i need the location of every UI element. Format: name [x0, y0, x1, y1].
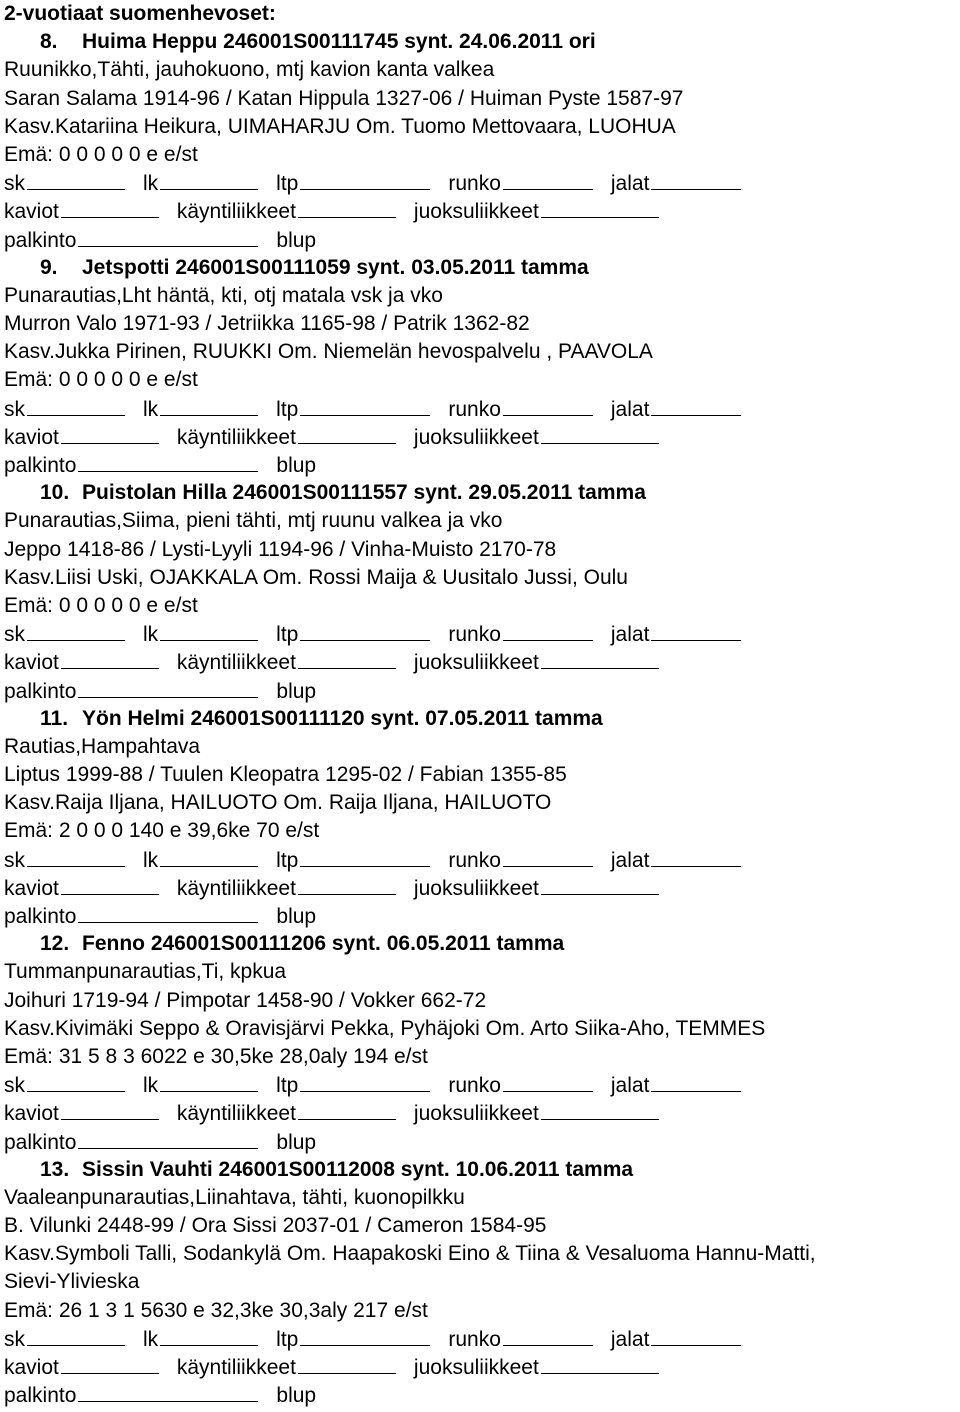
form-label-sk: sk	[4, 1327, 25, 1351]
form-label-jalat: jalat	[610, 397, 650, 421]
form-label-ltp: ltp	[276, 397, 299, 421]
horse-info-line: Emä: 31 5 8 3 6022 e 30,5ke 28,0aly 194 e/st	[4, 1044, 428, 1068]
form-blank-palkinto[interactable]	[78, 677, 258, 698]
horse-info-line: Saran Salama 1914-96 / Katan Hippula 1327-06 / Huiman Pyste 1587-97	[4, 86, 684, 110]
form-label-kayntiliikkeet: käyntiliikkeet	[176, 425, 296, 449]
horse-info-line: Kasv.Raija Iljana, HAILUOTO Om. Raija Iljana, HAILUOTO	[4, 791, 552, 815]
score-row-body	[4, 846, 960, 874]
form-blank-palkinto[interactable]	[78, 902, 258, 923]
form-blank-lk[interactable]	[160, 395, 258, 416]
form-blank-juoksuliikkeet[interactable]	[541, 648, 659, 669]
form-blank-kayntiliikkeet[interactable]	[298, 648, 396, 669]
horse-info-line: Kasv.Symboli Talli, Sodankylä Om. Haapakoski Eino & Tiina & Vesaluoma Hannu-Matti,	[4, 1242, 816, 1266]
horse-info-line: Joihuri 1719-94 / Pimpotar 1458-90 / Vokker 662-72	[4, 988, 487, 1012]
horse-heading	[4, 1156, 960, 1184]
form-label-palkinto: palkinto	[4, 454, 77, 477]
horse-info-line: Punarautias,Lht häntä, kti, otj matala vsk ja vko	[4, 283, 443, 307]
score-row-result	[4, 677, 960, 705]
form-label-jalat: jalat	[610, 1327, 650, 1351]
form-blank-juoksuliikkeet[interactable]	[541, 423, 659, 444]
form-blank-palkinto[interactable]	[78, 226, 258, 247]
form-blank-runko[interactable]	[503, 395, 593, 416]
horse-info-line: Emä: 0 0 0 0 0 e e/st	[4, 368, 198, 392]
score-row-movement	[4, 197, 960, 225]
form-label-kaviot: kaviot	[4, 651, 59, 675]
horse-info-line: Emä: 2 0 0 0 140 e 39,6ke 70 e/st	[4, 819, 320, 843]
horse-number: 11.	[40, 706, 69, 730]
score-row-movement	[4, 1353, 960, 1381]
form-blank-kaviot[interactable]	[61, 197, 159, 218]
form-label-runko: runko	[448, 848, 501, 872]
form-label-palkinto: palkinto	[4, 1384, 77, 1408]
form-label-lk: lk	[143, 397, 159, 421]
horse-number: 13.	[40, 1157, 70, 1181]
form-label-juoksuliikkeet: juoksuliikkeet	[413, 425, 539, 449]
form-blank-kayntiliikkeet[interactable]	[298, 1353, 396, 1374]
form-label-sk: sk	[4, 623, 25, 647]
horse-heading	[4, 28, 960, 56]
form-blank-kaviot[interactable]	[61, 874, 159, 895]
section-title: 2-vuotiaat suomenhevoset:	[4, 2, 276, 25]
form-blank-runko[interactable]	[503, 169, 593, 190]
horse-title: Puistolan Hilla 246001S00111557 synt. 29.05.2011 tamma	[82, 481, 646, 505]
horse-info-line: Rautias,Hampahtava	[4, 734, 201, 758]
horse-heading	[4, 479, 960, 507]
form-label-runko: runko	[448, 1074, 501, 1098]
form-label-juoksuliikkeet: juoksuliikkeet	[413, 1356, 539, 1379]
form-blank-kayntiliikkeet[interactable]	[298, 197, 396, 218]
score-row-body	[4, 620, 960, 648]
horse-entry	[4, 28, 960, 254]
horse-heading	[4, 705, 960, 733]
form-label-blup: blup	[276, 454, 317, 477]
form-blank-kaviot[interactable]	[61, 1099, 159, 1120]
form-blank-lk[interactable]	[160, 846, 258, 867]
score-row-result	[4, 226, 960, 254]
score-row-movement	[4, 874, 960, 902]
score-row-body	[4, 1071, 960, 1099]
horse-info-line: Jeppo 1418-86 / Lysti-Lyyli 1194-96 / Vinha-Muisto 2170-78	[4, 537, 557, 561]
form-blank-kayntiliikkeet[interactable]	[298, 423, 396, 444]
horse-info-line: Tummanpunarautias,Ti, kpkua	[4, 960, 287, 984]
form-blank-ltp[interactable]	[300, 846, 430, 867]
horse-list	[4, 28, 960, 1409]
form-blank-runko[interactable]	[503, 1325, 593, 1346]
form-blank-runko[interactable]	[503, 846, 593, 867]
form-label-sk: sk	[4, 1074, 25, 1098]
form-blank-sk[interactable]	[27, 846, 125, 867]
horse-info-line: Kasv.Kivimäki Seppo & Oravisjärvi Pekka, Pyhäjoki Om. Arto Siika-Aho, TEMMES	[4, 1016, 766, 1040]
form-label-kayntiliikkeet: käyntiliikkeet	[176, 1102, 296, 1126]
form-blank-sk[interactable]	[27, 1325, 125, 1346]
form-label-ltp: ltp	[276, 848, 299, 872]
form-blank-palkinto[interactable]	[78, 1128, 258, 1149]
form-blank-ltp[interactable]	[300, 620, 430, 641]
form-label-kaviot: kaviot	[4, 1102, 59, 1126]
form-label-runko: runko	[448, 623, 501, 647]
score-row-result	[4, 1128, 960, 1156]
score-row-movement	[4, 423, 960, 451]
form-label-blup: blup	[276, 1130, 317, 1154]
form-label-juoksuliikkeet: juoksuliikkeet	[413, 200, 539, 224]
form-blank-sk[interactable]	[27, 169, 125, 190]
form-label-juoksuliikkeet: juoksuliikkeet	[413, 876, 539, 900]
form-blank-sk[interactable]	[27, 620, 125, 641]
horse-info-line: Emä: 0 0 0 0 0 e e/st	[4, 593, 198, 617]
horse-info-line: Ruunikko,Tähti, jauhokuono, mtj kavion kanta valkea	[4, 58, 495, 82]
form-label-blup: blup	[276, 679, 317, 703]
score-row-movement	[4, 1099, 960, 1127]
form-label-ltp: ltp	[276, 623, 299, 647]
form-label-kayntiliikkeet: käyntiliikkeet	[176, 876, 296, 900]
form-blank-palkinto[interactable]	[78, 1381, 258, 1402]
form-label-juoksuliikkeet: juoksuliikkeet	[413, 1102, 539, 1126]
form-blank-lk[interactable]	[160, 1071, 258, 1092]
horse-entry	[4, 1156, 960, 1410]
horse-info-line: Emä: 26 1 3 1 5630 e 32,3ke 30,3aly 217 e/st	[4, 1298, 428, 1322]
form-blank-palkinto[interactable]	[78, 451, 258, 472]
form-blank-jalat[interactable]	[651, 1325, 741, 1346]
horse-number: 8.	[40, 30, 58, 54]
horse-number: 9.	[40, 255, 58, 279]
form-blank-lk[interactable]	[160, 169, 258, 190]
horse-info-line: Liptus 1999-88 / Tuulen Kleopatra 1295-02 / Fabian 1355-85	[4, 763, 567, 787]
score-row-result	[4, 902, 960, 930]
form-label-kayntiliikkeet: käyntiliikkeet	[176, 1356, 296, 1379]
form-blank-kaviot[interactable]	[61, 423, 159, 444]
score-row-result	[4, 451, 960, 479]
form-label-runko: runko	[448, 397, 501, 421]
horse-title: Fenno 246001S00111206 synt. 06.05.2011 tamma	[82, 932, 565, 956]
form-blank-sk[interactable]	[27, 1071, 125, 1092]
horse-entry	[4, 705, 960, 931]
horse-entry	[4, 930, 960, 1156]
form-blank-jalat[interactable]	[651, 1071, 741, 1092]
form-label-lk: lk	[143, 848, 159, 872]
horse-title: Sissin Vauhti 246001S00112008 synt. 10.06.2011 tamma	[82, 1157, 634, 1181]
form-blank-jalat[interactable]	[651, 620, 741, 641]
horse-info-line: Sievi-Ylivieska	[4, 1270, 140, 1294]
form-blank-jalat[interactable]	[651, 169, 741, 190]
form-label-kayntiliikkeet: käyntiliikkeet	[176, 200, 296, 224]
horse-info-line: Punarautias,Siima, pieni tähti, mtj ruunu valkea ja vko	[4, 509, 503, 533]
horse-info-line: Vaaleanpunarautias,Liinahtava, tähti, kuonopilkku	[4, 1185, 465, 1209]
form-blank-kayntiliikkeet[interactable]	[298, 1099, 396, 1120]
horse-info-line: B. Vilunki 2448-99 / Ora Sissi 2037-01 / Cameron 1584-95	[4, 1214, 547, 1238]
form-label-kaviot: kaviot	[4, 876, 59, 900]
horse-heading	[4, 930, 960, 958]
form-blank-lk[interactable]	[160, 1325, 258, 1346]
form-blank-ltp[interactable]	[300, 395, 430, 416]
score-row-body	[4, 169, 960, 197]
score-row-body	[4, 1325, 960, 1353]
form-label-jalat: jalat	[610, 1074, 650, 1098]
form-blank-juoksuliikkeet[interactable]	[541, 1099, 659, 1120]
horse-entry	[4, 254, 960, 480]
form-blank-runko[interactable]	[503, 620, 593, 641]
form-blank-ltp[interactable]	[300, 1325, 430, 1346]
form-label-blup: blup	[276, 228, 317, 252]
form-label-ltp: ltp	[276, 1327, 299, 1351]
form-blank-juoksuliikkeet[interactable]	[541, 197, 659, 218]
score-row-movement	[4, 648, 960, 676]
form-label-sk: sk	[4, 848, 25, 872]
form-label-runko: runko	[448, 1327, 501, 1351]
horse-title: Jetspotti 246001S00111059 synt. 03.05.2011 tamma	[82, 255, 589, 279]
horse-title: Yön Helmi 246001S00111120 synt. 07.05.2011 tamma	[82, 706, 603, 730]
form-label-palkinto: palkinto	[4, 905, 77, 928]
form-label-lk: lk	[143, 1327, 159, 1351]
form-blank-kaviot[interactable]	[61, 1353, 159, 1374]
form-blank-sk[interactable]	[27, 395, 125, 416]
form-blank-runko[interactable]	[503, 1071, 593, 1092]
form-label-palkinto: palkinto	[4, 679, 77, 703]
score-row-result	[4, 1381, 960, 1409]
form-label-sk: sk	[4, 397, 25, 421]
form-blank-jalat[interactable]	[651, 846, 741, 867]
form-blank-jalat[interactable]	[651, 395, 741, 416]
form-label-ltp: ltp	[276, 172, 299, 196]
form-blank-ltp[interactable]	[300, 1071, 430, 1092]
form-blank-juoksuliikkeet[interactable]	[541, 1353, 659, 1374]
form-label-ltp: ltp	[276, 1074, 299, 1098]
form-label-kaviot: kaviot	[4, 1356, 59, 1379]
horse-entry	[4, 479, 960, 705]
horse-info-line: Kasv.Jukka Pirinen, RUUKKI Om. Niemelän hevospalvelu , PAAVOLA	[4, 340, 653, 364]
horse-info-line: Kasv.Liisi Uski, OJAKKALA Om. Rossi Maija & Uusitalo Jussi, Oulu	[4, 565, 628, 589]
form-label-juoksuliikkeet: juoksuliikkeet	[413, 651, 539, 675]
form-label-lk: lk	[143, 1074, 159, 1098]
horse-info-line: Emä: 0 0 0 0 0 e e/st	[4, 142, 198, 166]
form-label-jalat: jalat	[610, 623, 650, 647]
form-blank-kayntiliikkeet[interactable]	[298, 874, 396, 895]
horse-info-line: Murron Valo 1971-93 / Jetriikka 1165-98 / Patrik 1362-82	[4, 312, 530, 336]
form-blank-juoksuliikkeet[interactable]	[541, 874, 659, 895]
form-label-blup: blup	[276, 1384, 317, 1408]
form-label-blup: blup	[276, 905, 317, 928]
form-label-sk: sk	[4, 172, 25, 196]
form-label-lk: lk	[143, 172, 159, 196]
form-blank-ltp[interactable]	[300, 169, 430, 190]
form-blank-kaviot[interactable]	[61, 648, 159, 669]
score-row-body	[4, 395, 960, 423]
horse-heading	[4, 254, 960, 282]
form-label-lk: lk	[143, 623, 159, 647]
horse-info-line: Kasv.Katariina Heikura, UIMAHARJU Om. Tuomo Mettovaara, LUOHUA	[4, 114, 676, 138]
form-label-kayntiliikkeet: käyntiliikkeet	[176, 651, 296, 675]
horse-number: 12.	[40, 932, 70, 956]
form-label-runko: runko	[448, 172, 501, 196]
form-label-jalat: jalat	[610, 848, 650, 872]
horse-title: Huima Heppu 246001S00111745 synt. 24.06.2011 ori	[82, 30, 596, 54]
form-label-kaviot: kaviot	[4, 200, 59, 224]
form-blank-lk[interactable]	[160, 620, 258, 641]
catalog-page	[4, 0, 960, 1409]
horse-number: 10.	[40, 481, 70, 505]
form-label-kaviot: kaviot	[4, 425, 59, 449]
form-label-jalat: jalat	[610, 172, 650, 196]
form-label-palkinto: palkinto	[4, 228, 77, 252]
form-label-palkinto: palkinto	[4, 1130, 77, 1154]
